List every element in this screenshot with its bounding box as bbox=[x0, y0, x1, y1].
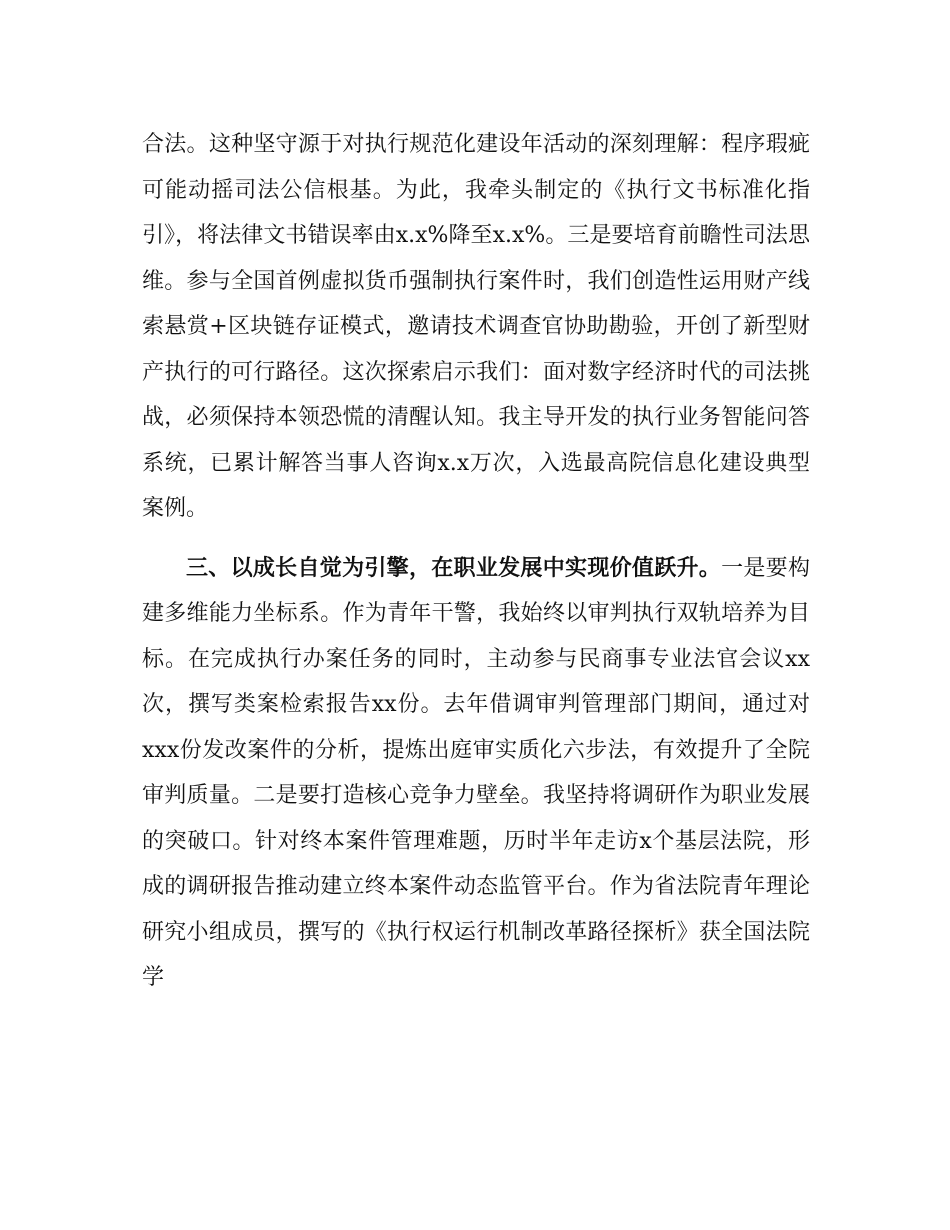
paragraph-continuation bbox=[142, 122, 810, 532]
paragraph-text: 一是要构建多维能力坐标系。作为青年干警，我始终以审判执行双轨培养为目标。在完成执行办案任务的同时，主动参与民商事专业法官会议xx次，撰写类案检索报告xx份。去年借调审判管理部门期间，通过对xxx份发改案件的分析，提炼出庭审实质化六步法，有效提升了全院审判质量。二是要打造核心竞争力壁垒。我坚持将调研作为职业发展的突破口。针对终本案件管理难题，历时半年走访x个基层法院，形成的调研报告推动建立终本案件动态监管平台。作为省法院青年理论研究小组成员，撰写的《执行权运行机制改革路径探析》获全国法院学 bbox=[142, 555, 810, 990]
paragraph-section-three bbox=[142, 546, 810, 1001]
paragraph-text: 合法。这种坚守源于对执行规范化建设年活动的深刻理解：程序瑕疵可能动摇司法公信根基。为此，我牵头制定的《执行文书标准化指引》，将法律文书错误率由x.x%降至x.x%。三是要培育前瞻性司法思维。参与全国首例虚拟货币强制执行案件时，我们创造性运用财产线索悬赏+区块链存证模式，邀请技术调查官协助勘验，开创了新型财产执行的可行路径。这次探索启示我们：面对数字经济时代的司法挑战，必须保持本领恐慌的清醒认知。我主导开发的执行业务智能问答系统，已累计解答当事人咨询x.x万次，入选最高院信息化建设典型案例。 bbox=[142, 132, 810, 521]
document-page bbox=[142, 122, 810, 1001]
section-heading: 三、以成长自觉为引擎，在职业发展中实现价值跃升。 bbox=[186, 555, 722, 581]
